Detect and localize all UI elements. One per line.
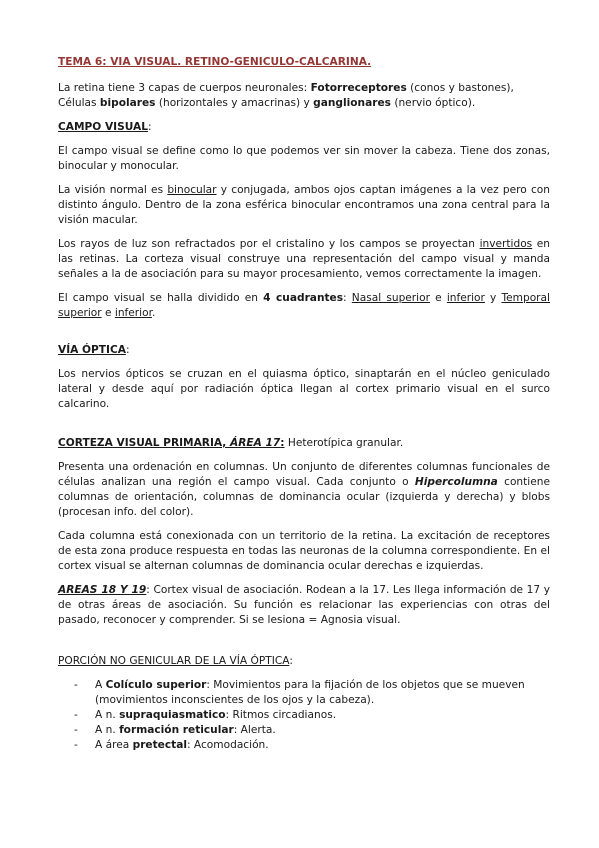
term-nasal-superior: Nasal superior bbox=[351, 292, 430, 304]
via-optica-paragraph: Los nervios ópticos se cruzan en el quiasma óptico, sinaptarán en el núcleo geniculado lateral y desde aquí por radiación óptica llegan al cortex primario visual en el surco calcarino. bbox=[58, 368, 550, 410]
areas-18-19-paragraph: AREAS 18 Y 19: Cortex visual de asociación. Rodean a la 17. Les llega información de 17 y de otras áreas de asociación. Su función es relacionar las experiencias con otras del pasado, reconocer y comprender. Si se lesiona = Agnosia visual. bbox=[58, 584, 550, 626]
document-body bbox=[58, 55, 550, 753]
dash-bullet: - bbox=[74, 709, 78, 721]
campo-visual-paragraph-4: El campo visual se halla dividido en 4 cuadrantes: Nasal superior e inferior y Temporal superior e inferior. bbox=[58, 292, 550, 319]
term-temporal-superior: Temporal superior bbox=[58, 292, 550, 319]
dash-bullet: - bbox=[74, 739, 78, 751]
term-fotorreceptores: Fotorreceptores bbox=[310, 82, 407, 94]
section-heading-porcion-no-genicular: PORCIÓN NO GENICULAR DE LA VÍA ÓPTICA: bbox=[58, 655, 293, 667]
campo-visual-paragraph-3: Los rayos de luz son refractados por el cristalino y los campos se proyectan invertidos en las retinas. La corteza visual construye una representación del campo visual y manda señales a la de asociación para su mayor procesamiento, vemos correctamente la imagen. bbox=[58, 238, 550, 280]
section-heading-via-optica: VÍA ÓPTICA: bbox=[58, 344, 130, 356]
document-title: TEMA 6: VIA VISUAL. RETINO-GENICULO-CALCARINA. bbox=[58, 56, 372, 68]
list-item: - A n. supraquiasmatico: Ritmos circadianos. bbox=[74, 709, 337, 721]
term-invertidos: invertidos bbox=[479, 238, 533, 250]
dash-bullet: - bbox=[74, 724, 78, 736]
list-item: - A n. formación reticular: Alerta. bbox=[74, 724, 276, 736]
corteza-paragraph-1: Presenta una ordenación en columnas. Un conjunto de diferentes columnas funcionales de células analizan una región el campo visual. Cada conjunto o Hipercolumna contiene columnas de orientación, columnas de dominancia ocular (izquierda y derecha) y blobs (procesan info. del color). bbox=[58, 461, 550, 518]
section-heading-corteza-visual: CORTEZA VISUAL PRIMARIA, ÁREA 17: Heterotípica granular. bbox=[58, 437, 404, 449]
term-4-cuadrantes: 4 cuadrantes bbox=[263, 292, 344, 304]
porcion-list bbox=[58, 678, 550, 753]
intro-paragraph: La retina tiene 3 capas de cuerpos neuronales: Fotorreceptores (conos y bastones), Células bipolares (horizontales y amacrinas) y ganglionares (nervio óptico). bbox=[58, 82, 514, 109]
list-item: - A Colículo superior: Movimientos para la fijación de los objetos que se mueven (movimientos inconscientes de los ojos y la cabeza). bbox=[74, 679, 525, 706]
term-areas-18-19: AREAS 18 Y 19 bbox=[58, 584, 147, 596]
term-hipercolumna: Hipercolumna bbox=[414, 476, 498, 488]
list-item: - A área pretectal: Acomodación. bbox=[74, 739, 269, 751]
campo-visual-paragraph-1: El campo visual se define como lo que podemos ver sin mover la cabeza. Tiene dos zonas, binocular y monocular. bbox=[58, 145, 550, 172]
corteza-paragraph-2: Cada columna está conexionada con un territorio de la retina. La excitación de receptores de esta zona produce respuesta en todas las neuronas de la columna correspondiente. En el cortex visual se alternan columnas de dominancia ocular derechas e izquierdas. bbox=[58, 530, 550, 572]
dash-bullet: - bbox=[74, 679, 78, 691]
term-binocular: binocular bbox=[167, 184, 217, 196]
term-bipolares: bipolares bbox=[99, 97, 156, 109]
term-nasal-inferior: inferior bbox=[446, 292, 485, 304]
section-heading-campo-visual: CAMPO VISUAL: bbox=[58, 121, 152, 133]
campo-visual-paragraph-2: La visión normal es binocular y conjugada, ambos ojos captan imágenes a la vez pero con distinto ángulo. Dentro de la zona esférica binocular encontramos una zona central para la visión macular. bbox=[58, 184, 550, 226]
term-ganglionares: ganglionares bbox=[313, 97, 391, 109]
term-temporal-inferior: inferior bbox=[114, 307, 152, 319]
